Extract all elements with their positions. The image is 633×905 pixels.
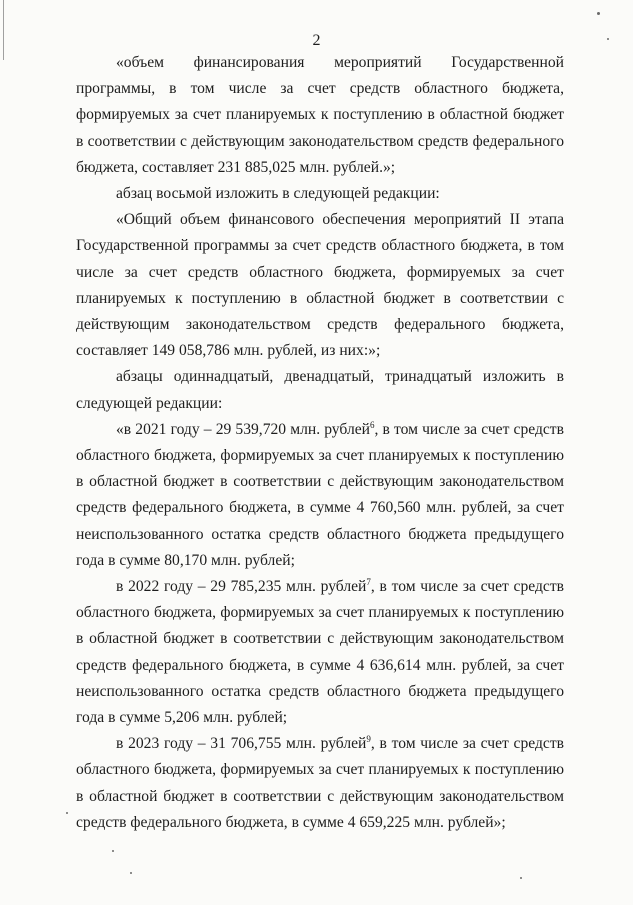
scan-speck	[130, 872, 132, 874]
paragraph-text: в 2023 году – 31 706,755 млн. рублей	[116, 735, 367, 753]
page-number: 2	[312, 32, 321, 49]
scan-speck	[520, 877, 522, 879]
paragraph-text: , в том числе за счет средств областного бюджета, формируемых за счет планируемых к поступлению в областной бюджет в соответствии с действующим законодательством средств федерального бюджета, в сумме 4 760,560 млн. рублей, за счет неиспользованного остатка средств областного бюджета предыдущего года в сумме 80,170 млн. рублей;	[76, 420, 564, 569]
scan-speck	[607, 38, 609, 40]
paragraph-5	[76, 417, 564, 574]
paragraph-7	[76, 731, 564, 836]
paragraph-text: в 2022 году – 29 785,235 млн. рублей	[116, 578, 367, 596]
scan-edge-line	[3, 0, 4, 60]
paragraph-text: абзацы одиннадцатый, двенадцатый, тринадцатый изложить в следующей редакции:	[76, 368, 564, 412]
footnote-marker: 7	[366, 576, 371, 587]
scan-speck	[597, 12, 600, 15]
paragraph-2	[76, 181, 564, 207]
footnote-marker: 6	[370, 419, 375, 430]
paragraph-6	[76, 574, 564, 731]
paragraph-text: «объем финансирования мероприятий Государственной программы, в том числе за счет средств областного бюджета, формируемых за счет планируемых к поступлению в областной бюджет в соответствии с действующим законодательством средств федерального бюджета, составляет 231 885,025 млн. рублей.»;	[76, 54, 564, 176]
paragraph-3	[76, 207, 564, 364]
scan-speck	[66, 812, 68, 814]
scan-speck	[112, 850, 114, 852]
paragraph-text: «в 2021 году – 29 539,720 млн. рублей	[116, 420, 370, 438]
footnote-marker: 9	[366, 734, 371, 745]
paragraph-text: абзац восьмой изложить в следующей редакции:	[116, 185, 440, 203]
paragraph-text: , в том числе за счет средств областного бюджета, формируемых за счет планируемых к поступлению в областной бюджет в соответствии с действующим законодательством средств федерального бюджета, в сумме 4 636,614 млн. рублей, за счет неиспользованного остатка средств областного бюджета предыдущего года в сумме 5,206 млн. рублей;	[76, 578, 564, 727]
paragraph-1	[76, 50, 564, 181]
paragraph-4	[76, 364, 564, 416]
document-body	[76, 50, 564, 836]
paragraph-text: «Общий объем финансового обеспечения мероприятий II этапа Государственной программы за счет средств областного бюджета, в том числе за счет средств областного бюджета, формируемых за счет планируемых к поступлению в областной бюджет в соответствии с действующим законодательством средств федерального бюджета, составляет 149 058,786 млн. рублей, из них:»;	[76, 211, 564, 360]
paragraph-text: , в том числе за счет средств областного бюджета, формируемых за счет планируемых к поступлению в областной бюджет в соответствии с действующим законодательством средств федерального бюджета, в сумме 4 659,225 млн. рублей»;	[76, 735, 564, 831]
